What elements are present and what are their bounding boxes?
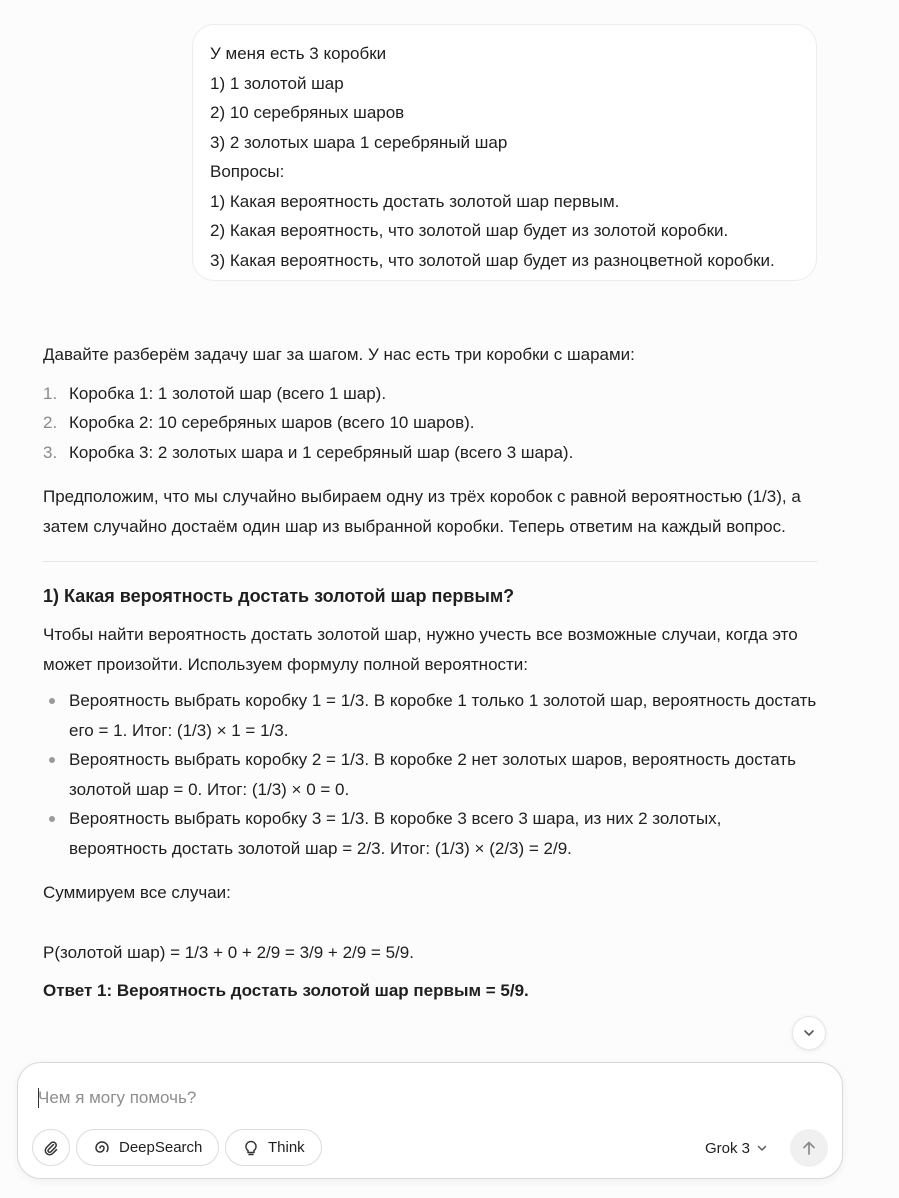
think-button[interactable] (225, 1129, 322, 1166)
user-message-line: 3) 2 золотых шара 1 серебряный шар (210, 132, 508, 152)
boxes-list (43, 379, 817, 468)
user-message-line: Вопросы: (210, 162, 285, 181)
chevron-down-icon (756, 1142, 768, 1154)
list-item-text: Коробка 2: 10 серебряных шаров (всего 10 шаров). (69, 413, 475, 432)
user-message-line: У меня есть 3 коробки (210, 44, 387, 63)
lightbulb-icon (242, 1139, 260, 1157)
message-input[interactable] (38, 1085, 798, 1111)
answer-1: Ответ 1: Вероятность достать золотой шар первым = 5/9. (43, 981, 529, 1000)
bullet-icon (49, 698, 55, 704)
send-button[interactable] (790, 1129, 828, 1167)
question-1-heading: 1) Какая вероятность достать золотой шар первым? (43, 586, 515, 606)
probability-formula: P(золотой шар) = 1/3 + 0 + 2/9 = 3/9 + 2/9 = 5/9. (43, 942, 414, 962)
list-item (43, 379, 817, 409)
response-assumption: Предположим, что мы случайно выбираем одну из трёх коробок с равной вероятностью (1/3), а затем случайно достаём один шар из выбранной коробки. Теперь ответим на каждый вопрос. (43, 487, 801, 536)
text-caret (38, 1088, 39, 1108)
cases-list (43, 686, 817, 863)
model-selector[interactable] (705, 1138, 768, 1158)
list-item (43, 804, 817, 863)
list-number: 1. (43, 383, 58, 403)
scroll-down-button[interactable] (792, 1016, 826, 1050)
assistant-response (43, 340, 817, 1006)
message-composer (17, 1062, 843, 1179)
sum-label: Суммируем все случаи: (43, 883, 231, 902)
list-item (43, 438, 817, 468)
user-message-bubble (192, 24, 817, 281)
think-label: Think (268, 1139, 305, 1156)
question-1-intro: Чтобы найти вероятность достать золотой шар, нужно учесть все возможные случаи, когда это может произойти. Используем формулу полной вероятности: (43, 625, 798, 674)
deepsearch-button[interactable] (76, 1129, 219, 1166)
bullet-icon (49, 816, 55, 822)
user-message-line: 2) 10 серебряных шаров (210, 103, 405, 122)
list-item (43, 408, 817, 438)
response-intro: Давайте разберём задачу шаг за шагом. У нас есть три коробки с шарами: (43, 345, 635, 364)
list-number: 3. (43, 442, 58, 462)
model-label: Grok 3 (705, 1139, 751, 1157)
arrow-up-icon (800, 1139, 818, 1157)
list-item-text: Вероятность выбрать коробку 2 = 1/3. В коробке 2 нет золотых шаров, вероятность достать золотой шар = 0. Итог: (1/3) × 0 = 0. (69, 750, 797, 799)
list-item (43, 745, 817, 804)
user-message-line: 2) Какая вероятность, что золотой шар будет из золотой коробки. (210, 221, 729, 240)
list-item-text: Коробка 3: 2 золотых шара и 1 серебряный шар (всего 3 шара). (69, 442, 574, 462)
bullet-icon (49, 757, 55, 763)
section-divider (43, 561, 817, 562)
attach-button[interactable] (32, 1129, 70, 1166)
deepsearch-label: DeepSearch (119, 1139, 203, 1156)
list-item-text: Вероятность выбрать коробку 3 = 1/3. В коробке 3 всего 3 шара, из них 2 золотых, вероятность достать золотой шар = 2/3. Итог: (1/3) × (2/3) = 2/9. (69, 809, 722, 858)
list-item-text: Коробка 1: 1 золотой шар (всего 1 шар). (69, 383, 387, 403)
paperclip-icon (42, 1139, 60, 1157)
deepsearch-swirl-icon (93, 1139, 111, 1157)
user-message-line: 1) Какая вероятность достать золотой шар первым. (210, 191, 620, 211)
list-item-text: Вероятность выбрать коробку 1 = 1/3. В коробке 1 только 1 золотой шар, вероятность достать его = 1. Итог: (1/3) × 1 = 1/3. (69, 691, 817, 740)
user-message-line: 1) 1 золотой шар (210, 73, 344, 93)
chevron-down-icon (802, 1026, 816, 1040)
list-item (43, 686, 817, 745)
user-message-line: 3) Какая вероятность, что золотой шар будет из разноцветной коробки. (210, 250, 775, 270)
list-number: 2. (43, 413, 58, 432)
